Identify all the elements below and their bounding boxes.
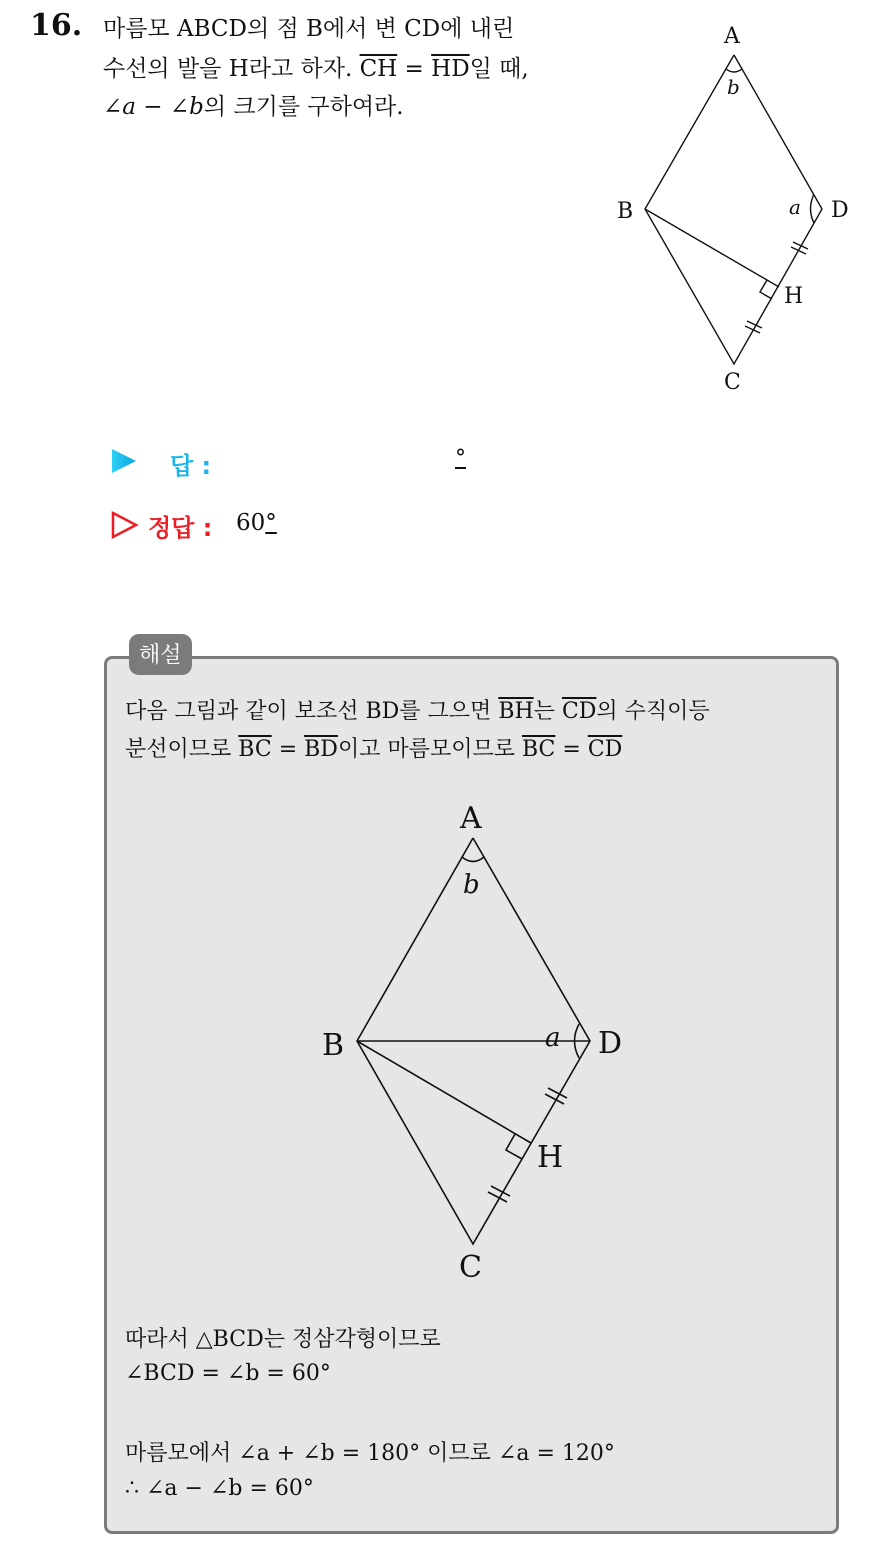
right-angle-mark [760, 280, 772, 299]
perpendicular-bh [645, 209, 779, 287]
segment-bd: $\overline{BD}$ [304, 737, 338, 762]
right-angle-mark [506, 1134, 522, 1159]
equals-sign: = [404, 56, 424, 82]
problem-number: 16. [30, 8, 83, 43]
solution-line-5-math2: ∠a = 120° [497, 1441, 615, 1466]
solution-line-5-text: 마름모에서 [125, 1441, 232, 1466]
label-c: C [724, 370, 741, 395]
label-angle-b: b [463, 870, 480, 900]
rhombus-figure [600, 18, 860, 398]
label-h: H [784, 284, 804, 309]
problem-line-3 [103, 88, 404, 121]
label-a: A [724, 24, 740, 49]
segment-cd: $\overline{CD}$ [587, 737, 623, 762]
correct-answer-label: 정답 : [148, 514, 213, 542]
solution-line-4: ∠BCD = ∠b = 60° [125, 1361, 331, 1386]
correct-answer-number: 60 [236, 510, 266, 536]
label-angle-b: b [727, 75, 740, 99]
label-angle-a: a [789, 195, 801, 219]
segment-cd: $\overline{CD}$ [561, 699, 597, 724]
solution-line-5-math: ∠a + ∠b = 180° [238, 1441, 421, 1466]
solution-conclusion: ∴ ∠a − ∠b = 60° [125, 1476, 314, 1501]
solution-line-1 [125, 694, 710, 725]
solution-line-1-end: 의 수직이등 [596, 699, 710, 724]
label-b: B [322, 1028, 345, 1063]
problem-line-3-end: 의 크기를 구하여라. [203, 94, 404, 120]
solution-line-1-text: 다음 그림과 같이 보조선 BD를 그으면 [125, 699, 492, 724]
correct-answer-degree: ° [265, 510, 277, 536]
segment-bc: $\overline{BC}$ [521, 737, 556, 762]
angle-a-arc [811, 194, 815, 223]
label-d: D [598, 1026, 623, 1061]
problem-line-2-text: 수선의 발을 H라고 하자. [103, 56, 353, 82]
segment-hd: $\overline{HD}$ [431, 56, 470, 82]
answer-arrow-icon [110, 446, 140, 476]
solution-line-5 [125, 1436, 615, 1467]
solution-rhombus-figure [300, 790, 640, 1290]
segment-ch: $\overline{CH}$ [359, 56, 398, 82]
correct-arrow-icon [110, 510, 140, 540]
solution-line-2-text: 분선이므로 [125, 737, 232, 762]
solution-tag: 해설 [129, 634, 192, 675]
label-h: H [537, 1140, 564, 1175]
answer-label: 답 : [170, 452, 212, 480]
label-b: B [617, 199, 634, 224]
angle-b-arc [462, 857, 484, 862]
problem-line-2 [103, 50, 529, 83]
problem-line-1: 마름모 ABCD의 점 B에서 변 CD에 내린 [103, 16, 515, 42]
solution-line-5-mid: 이므로 [427, 1441, 491, 1466]
angle-a-symbol: ∠a [103, 94, 136, 120]
correct-answer-value [236, 510, 277, 536]
label-c: C [459, 1250, 482, 1285]
minus-sign: − [143, 94, 163, 120]
solution-line-1-mid: 는 [533, 699, 555, 724]
angle-b-symbol: ∠b [169, 94, 204, 120]
solution-line-2-mid: 이고 마름모이므로 [337, 737, 515, 762]
problem-line-2-end: 일 때, [469, 56, 529, 82]
perpendicular-bh [357, 1041, 531, 1143]
segment-bc: $\overline{BC}$ [238, 737, 272, 762]
angle-b-arc [726, 69, 742, 72]
label-angle-a: a [545, 1023, 561, 1053]
solution-line-3: 따라서 △BCD는 정삼각형이므로 [125, 1327, 441, 1352]
equals-sign: = [278, 737, 298, 762]
equals-sign: = [562, 737, 581, 762]
solution-line-2 [125, 732, 622, 763]
answer-blank: ° [455, 446, 466, 471]
label-d: D [831, 198, 849, 223]
label-a: A [460, 801, 482, 836]
segment-bh: $\overline{BH}$ [498, 699, 534, 724]
tick-mark [791, 247, 806, 254]
